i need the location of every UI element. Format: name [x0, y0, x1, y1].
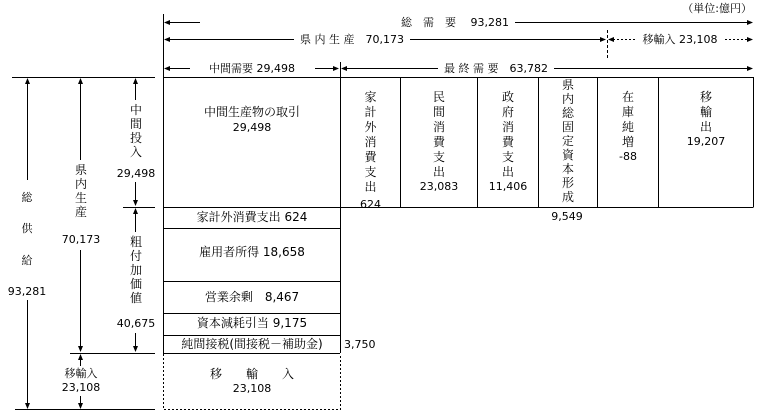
column-value: 23,083: [419, 180, 459, 193]
row-net-indirect-tax: 純間接税(間接税－補助金): [181, 337, 323, 351]
intermediate-input-label: 中間投入: [129, 103, 142, 159]
column-label: 在庫純増: [621, 90, 634, 149]
row-compensation-of-employees: 雇用者所得 18,658: [199, 245, 305, 259]
final-column-inventory-change: [598, 90, 658, 163]
domestic-production-vertical-label: 県内生産: [74, 163, 87, 219]
imports-left-label: 移輸入: [64, 367, 98, 380]
imports-left-value: 23,108: [61, 381, 101, 394]
row-non-household-consumption: 家計外消費支出 624: [196, 210, 308, 224]
total-demand-label: 総 需 要 93,281: [395, 16, 515, 29]
intermediate-transactions-value: 29,498: [232, 121, 272, 134]
total-supply-value: 93,281: [7, 285, 47, 298]
column-label: 家計外消費支出: [364, 90, 377, 194]
row-operating-surplus: 営業余剰 8,467: [204, 290, 300, 304]
column-label: 県内総固定資本形成: [561, 78, 574, 204]
column-value: -88: [619, 150, 637, 163]
column-label: 政府消費支出: [501, 90, 514, 179]
column-label: 移輸出: [699, 90, 712, 134]
total-supply-char: 給: [21, 254, 33, 267]
final-column-fixed-capital-formation: [539, 78, 597, 204]
final-column-non-household-consumption: [341, 90, 400, 211]
final-column-exports: [659, 90, 753, 148]
column-value: 624: [360, 198, 381, 211]
value-added-value: 40,675: [116, 317, 156, 330]
intermediate-input-value: 29,498: [116, 167, 156, 180]
final-column-private-consumption: [401, 90, 477, 193]
column-label: 民間消費支出: [432, 90, 445, 179]
imports-body-label: 移 輸 入: [209, 367, 295, 381]
total-supply-char: 総: [21, 191, 33, 204]
final-column-government-consumption: [478, 90, 538, 193]
intermediate-demand-label: 中間需要 29,498: [205, 62, 299, 75]
intermediate-transactions-label: 中間生産物の取引: [203, 105, 301, 119]
total-supply-char: 供: [21, 222, 33, 235]
column-value: 11,406: [488, 180, 528, 193]
row-depreciation: 資本減耗引当 9,175: [196, 316, 308, 330]
unit-label: （単位:億円）: [682, 2, 752, 15]
fixed-capital-formation-value: 9,549: [551, 210, 583, 223]
imports-top-label: 移輸入 23,108: [639, 33, 722, 46]
imports-body-value: 23,108: [232, 382, 272, 395]
domestic-production-label: 県 内 生 産 70,173: [294, 33, 410, 46]
value-added-label: 粗付加価値: [129, 235, 142, 305]
domestic-production-value: 70,173: [61, 233, 101, 246]
net-indirect-tax-value: 3,750: [344, 338, 376, 351]
final-demand-label: 最 終 需 要 63,782: [438, 62, 554, 75]
column-value: 19,207: [686, 135, 726, 148]
